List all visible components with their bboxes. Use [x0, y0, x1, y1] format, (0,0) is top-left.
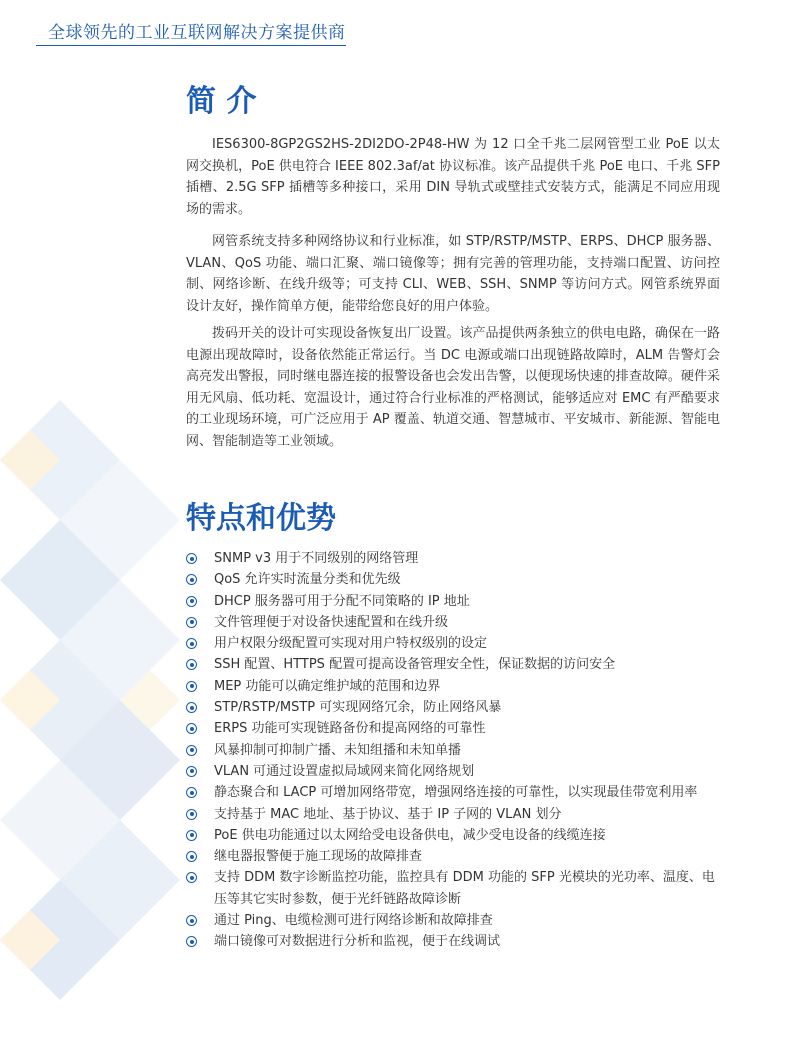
circle-bullet-icon: [186, 617, 197, 628]
list-item: [186, 867, 726, 910]
circle-bullet-icon: [186, 723, 197, 734]
feature-text: QoS 允许实时流量分类和优先级: [214, 572, 401, 588]
circle-bullet-icon: [186, 809, 197, 820]
decorative-lattice-pattern: [0, 380, 190, 1040]
feature-text: SSH 配置、HTTPS 配置可提高设备管理安全性，保证数据的访问安全: [214, 657, 616, 673]
feature-text: DHCP 服务器可用于分配不同策略的 IP 地址: [214, 593, 470, 609]
list-item: [186, 825, 726, 846]
feature-text: 通过 Ping、电缆检测可进行网络诊断和故障排查: [214, 913, 493, 929]
circle-bullet-icon: [186, 872, 197, 883]
list-item: [186, 548, 726, 569]
circle-bullet-icon: [186, 638, 197, 649]
list-item: [186, 931, 726, 952]
feature-text: ERPS 功能可实现链路备份和提高网络的可靠性: [214, 721, 486, 737]
list-item: [186, 846, 726, 867]
intro-paragraph-3: 拨码开关的设计可实现设备恢复出厂设置。该产品提供两条独立的供电电路，确保在一路电源出现故障时，设备依然能正常运行。当 DC 电源或端口出现链路故障时，ALM 告警灯会高亮发出警报，同时继电器连接的报警设备也会发出告警，以便现场快速的排查故障。硬件采用无风扇、低功耗、宽温设计，通过符合行业标准的严格测试，能够适应对 EMC 有严酷要求的工业现场环境，可广泛应用于 AP 覆盖、轨道交通、智慧城市、平安城市、新能源、智能电网、智能制造等工业领域。: [186, 326, 720, 449]
list-item: [186, 633, 726, 654]
feature-text: 支持 DDM 数字诊断监控功能，监控具有 DDM 功能的 SFP 光模块的光功率、温度、电压等其它实时参数，便于光纤链路故障诊断: [214, 870, 715, 907]
list-item: [186, 569, 726, 590]
list-item: [186, 612, 726, 633]
list-item: [186, 697, 726, 718]
feature-text: 文件管理便于对设备快速配置和在线升级: [214, 614, 449, 630]
intro-paragraph-2: 网管系统支持多种网络协议和行业标准，如 STP/RSTP/MSTP、ERPS、DHCP 服务器、VLAN、QoS 功能、端口汇聚、端口镜像等；拥有完善的管理功能，支持端口配置、访问控制、网络诊断、在线升级等；可支持 CLI、WEB、SSH、SNMP 等访问方式。网管系统界面设计友好，操作简单方便，能带给您良好的用户体验。: [186, 234, 720, 314]
feature-text: 支持基于 MAC 地址、基于协议、基于 IP 子网的 VLAN 划分: [214, 806, 562, 822]
list-item: [186, 718, 726, 739]
list-item: [186, 804, 726, 825]
circle-bullet-icon: [186, 596, 197, 607]
list-item: [186, 591, 726, 612]
feature-text: 继电器报警便于施工现场的故障排查: [214, 849, 423, 865]
header-tagline: 全球领先的工业互联网解决方案提供商: [48, 23, 346, 43]
circle-bullet-icon: [186, 915, 197, 926]
circle-bullet-icon: [186, 936, 197, 947]
feature-text: 风暴抑制可抑制广播、未知组播和未知单播: [214, 742, 462, 758]
feature-text: STP/RSTP/MSTP 可实现网络冗余，防止网络风暴: [214, 700, 502, 716]
feature-text: 用户权限分级配置可实现对用户特权级别的设定: [214, 636, 488, 652]
list-item: [186, 654, 726, 675]
circle-bullet-icon: [186, 851, 197, 862]
header-underline: [36, 45, 346, 46]
feature-text: 端口镜像可对数据进行分析和监视，便于在线调试: [214, 934, 501, 950]
circle-bullet-icon: [186, 702, 197, 713]
list-item: [186, 761, 726, 782]
feature-text: 静态聚合和 LACP 可增加网络带宽，增强网络连接的可靠性，以实现最佳带宽利用率: [214, 785, 698, 801]
circle-bullet-icon: [186, 830, 197, 841]
features-list: [186, 548, 726, 953]
circle-bullet-icon: [186, 553, 197, 564]
circle-bullet-icon: [186, 745, 197, 756]
circle-bullet-icon: [186, 659, 197, 670]
features-section-title: 特点和优势: [186, 501, 336, 536]
feature-text: PoE 供电功能通过以太网给受电设备供电，减少受电设备的线缆连接: [214, 827, 606, 843]
feature-text: MEP 功能可以确定维护域的范围和边界: [214, 678, 441, 694]
circle-bullet-icon: [186, 787, 197, 798]
intro-section-title: 简 介: [186, 84, 257, 119]
feature-text: SNMP v3 用于不同级别的网络管理: [214, 551, 419, 566]
list-item: [186, 910, 726, 931]
circle-bullet-icon: [186, 766, 197, 777]
list-item: [186, 782, 726, 803]
list-item: [186, 740, 726, 761]
list-item: [186, 676, 726, 697]
feature-text: VLAN 可通过设置虚拟局域网来简化网络规划: [214, 763, 475, 779]
circle-bullet-icon: [186, 681, 197, 692]
intro-paragraph-1: IES6300-8GP2GS2HS-2DI2DO-2P48-HW 为 12 口全千兆二层网管型工业 PoE 以太网交换机，PoE 供电符合 IEEE 802.3af/at 协议标准。该产品提供千兆 PoE 电口、千兆 SFP 插槽、2.5G SFP 插槽等多种接口，采用 DIN 导轨式或壁挂式安装方式，能满足不同应用现场的需求。: [186, 137, 720, 217]
circle-bullet-icon: [186, 574, 197, 585]
